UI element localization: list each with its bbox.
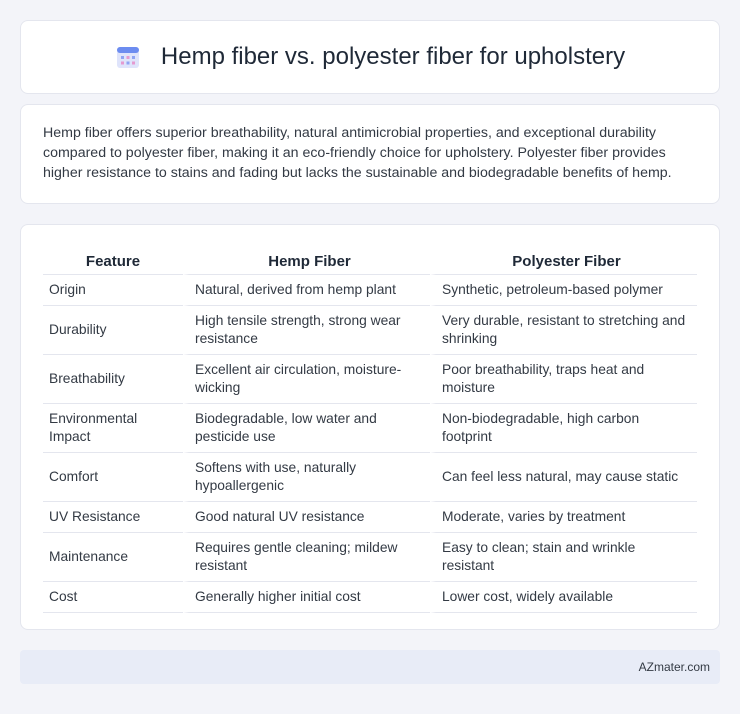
footer-site-link[interactable]: AZmater.com xyxy=(638,660,710,674)
polyester-cell: Easy to clean; stain and wrinkle resistant xyxy=(430,533,697,582)
table-row xyxy=(43,502,697,533)
summary-text: Hemp fiber offers superior breathability, natural antimicrobial properties, and exceptional durability compared to polyester fiber, making it an eco-friendly choice for upholstery. Polyester fiber provides higher resistance to stains and fading but lacks the sustainable and biodegradable benefits of hemp. xyxy=(43,125,672,181)
comparison-table xyxy=(43,245,697,613)
feature-cell: Environmental Impact xyxy=(43,404,183,453)
feature-cell: Durability xyxy=(43,306,183,355)
table-row xyxy=(43,404,697,453)
feature-cell: Maintenance xyxy=(43,533,183,582)
hemp-cell: Generally higher initial cost xyxy=(183,582,430,613)
hemp-cell: Softens with use, naturally hypoallergenic xyxy=(183,453,430,502)
hemp-cell: Good natural UV resistance xyxy=(183,502,430,533)
comparison-table-card xyxy=(20,224,720,630)
polyester-cell: Poor breathability, traps heat and moisture xyxy=(430,355,697,404)
hemp-cell: Natural, derived from hemp plant xyxy=(183,275,430,306)
calendar-icon xyxy=(115,44,141,70)
hemp-cell: Excellent air circulation, moisture-wicking xyxy=(183,355,430,404)
summary-card xyxy=(20,104,720,204)
polyester-cell: Moderate, varies by treatment xyxy=(430,502,697,533)
polyester-cell: Synthetic, petroleum-based polymer xyxy=(430,275,697,306)
hemp-cell: Biodegradable, low water and pesticide use xyxy=(183,404,430,453)
feature-cell: Comfort xyxy=(43,453,183,502)
polyester-cell: Lower cost, widely available xyxy=(430,582,697,613)
feature-cell: Breathability xyxy=(43,355,183,404)
hemp-cell: High tensile strength, strong wear resistance xyxy=(183,306,430,355)
table-row xyxy=(43,355,697,404)
feature-cell: UV Resistance xyxy=(43,502,183,533)
table-row xyxy=(43,306,697,355)
polyester-cell: Non-biodegradable, high carbon footprint xyxy=(430,404,697,453)
column-header-hemp: Hemp Fiber xyxy=(183,245,430,275)
title-card xyxy=(20,20,720,94)
column-header-polyester: Polyester Fiber xyxy=(430,245,697,275)
feature-cell: Cost xyxy=(43,582,183,613)
table-row xyxy=(43,275,697,306)
table-row xyxy=(43,582,697,613)
page-title: Hemp fiber vs. polyester fiber for upholstery xyxy=(160,43,626,70)
table-row xyxy=(43,533,697,582)
footer xyxy=(20,650,720,684)
hemp-cell: Requires gentle cleaning; mildew resistant xyxy=(183,533,430,582)
table-row xyxy=(43,453,697,502)
feature-cell: Origin xyxy=(43,275,183,306)
table-header-row xyxy=(43,245,697,275)
polyester-cell: Can feel less natural, may cause static xyxy=(430,453,697,502)
column-header-feature: Feature xyxy=(43,245,183,275)
polyester-cell: Very durable, resistant to stretching and shrinking xyxy=(430,306,697,355)
